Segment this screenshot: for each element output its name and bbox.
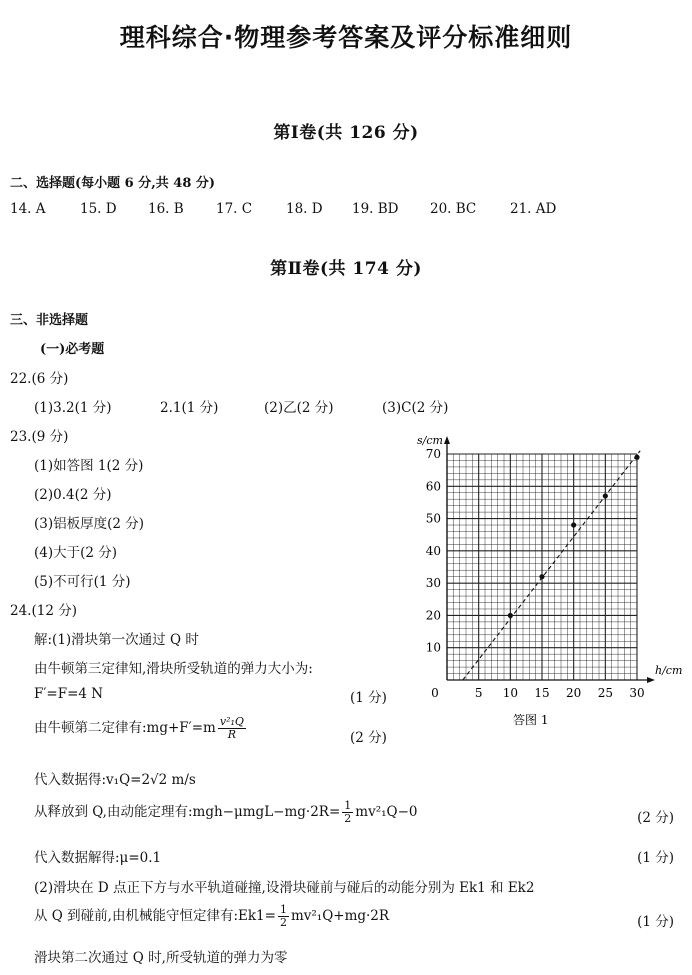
fit-line — [463, 451, 640, 680]
score-mark: (2 分) — [350, 730, 387, 746]
fraction — [342, 800, 353, 825]
x-tick-label: 0 — [431, 686, 439, 700]
data-point — [571, 522, 576, 527]
y-tick-label: 20 — [425, 608, 441, 623]
q23-answer: (1)如答图 1(2 分) — [34, 458, 144, 474]
data-point — [603, 493, 608, 498]
choice-answer: 20. BC — [430, 201, 477, 217]
x-tick-label: 10 — [502, 686, 518, 700]
x-tick-label: 15 — [534, 686, 550, 700]
q24-line: 由牛顿第三定律知,滑块所受轨道的弹力大小为: — [34, 661, 313, 677]
subsection-heading: (一)必考题 — [40, 342, 105, 357]
choice-answer: 17. C — [216, 201, 253, 217]
q24-heading: 24.(12 分) — [10, 603, 77, 619]
y-tick-label: 70 — [425, 447, 441, 461]
score-mark: (1 分) — [350, 690, 387, 706]
choice-answer: 21. AD — [510, 201, 557, 217]
q22-heading: 22.(6 分) — [10, 371, 69, 387]
fraction-denominator: R — [227, 728, 237, 741]
q23-answer: (5)不可行(1 分) — [34, 574, 131, 590]
fraction-numerator: 1 — [279, 903, 287, 916]
equation-text: 由牛顿第二定律有:mg+F′=m — [34, 720, 216, 736]
q24-line — [34, 800, 418, 825]
choice-answer: 18. D — [286, 201, 323, 217]
x-tick-label: 30 — [629, 686, 645, 700]
answer-figure-1-chart — [405, 428, 690, 728]
q24-line: 滑块第二次通过 Q 时,所受轨道的弹力为零 — [34, 950, 288, 966]
q23-heading: 23.(9 分) — [10, 429, 69, 445]
q24-line: 解:(1)滑块第一次通过 Q 时 — [34, 632, 199, 648]
x-axis-arrow — [647, 677, 655, 683]
choice-answer: 16. B — [148, 201, 184, 217]
q24-line — [34, 904, 389, 929]
q22-answer: 2.1(1 分) — [160, 400, 219, 416]
page-title: 理科综合·物理参考答案及评分标准细则 — [119, 23, 573, 52]
q23-answer: (3)铝板厚度(2 分) — [34, 516, 145, 532]
fraction-denominator: 2 — [344, 812, 352, 825]
choice-answer: 19. BD — [352, 201, 399, 217]
chart-caption: 答图 1 — [513, 713, 549, 727]
data-point — [634, 455, 639, 460]
x-tick-label: 25 — [597, 686, 613, 700]
chart-axes — [426, 436, 655, 700]
q22-answer: (2)乙(2 分) — [264, 400, 334, 416]
equation-text: mv²₁Q−0 — [355, 804, 418, 820]
data-point — [539, 574, 544, 579]
data-point — [508, 613, 513, 618]
q24-line — [34, 716, 248, 741]
x-tick-label: 20 — [566, 686, 582, 700]
q22-answer: (3)C(2 分) — [382, 400, 449, 416]
q24-line: 代入数据解得:μ=0.1 — [34, 850, 162, 866]
chart-grid — [447, 454, 637, 680]
score-mark: (2 分) — [637, 810, 674, 826]
volume-2-heading: 第Ⅱ卷(共 174 分) — [270, 259, 422, 279]
fraction — [278, 904, 289, 929]
x-tick-label: 5 — [474, 686, 483, 700]
q22-answer: (1)3.2(1 分) — [34, 400, 112, 416]
y-tick-label: 10 — [425, 640, 441, 655]
q23-answer: (2)0.4(2 分) — [34, 487, 112, 503]
score-mark: (1 分) — [637, 850, 674, 866]
choice-answer: 14. A — [10, 201, 46, 217]
equation-text: mv²₁Q+mg·2R — [290, 908, 390, 924]
y-tick-label: 50 — [425, 511, 441, 526]
y-tick-label: 30 — [425, 576, 441, 591]
y-tick-label: 60 — [425, 479, 441, 494]
q23-answer: (4)大于(2 分) — [34, 545, 118, 561]
q24-line: 代入数据得:v₁Q=2√2 m/s — [34, 772, 196, 788]
equation-text: 从 Q 到碰前,由机械能守恒定律有:Ek1= — [34, 908, 276, 924]
fraction-numerator: 1 — [344, 799, 352, 812]
section-nonchoice-heading: 三、非选择题 — [10, 313, 89, 328]
y-tick-label: 40 — [425, 543, 441, 558]
equation-text: 从释放到 Q,由动能定理有:mgh−μmgL−mg·2R= — [34, 804, 341, 820]
choice-answer: 15. D — [80, 201, 117, 217]
section-choice-heading: 二、选择题(每小题 6 分,共 48 分) — [10, 176, 216, 191]
q24-line: (2)滑块在 D 点正下方与水平轨道碰撞,设滑块碰前与碰后的动能分别为 Ek1 和 Ek2 — [34, 880, 535, 896]
fraction-numerator: v²₁Q — [219, 715, 244, 728]
volume-1-heading: 第Ⅰ卷(共 126 分) — [273, 123, 419, 143]
y-axis-label: s/cm — [417, 434, 443, 447]
fraction-denominator: 2 — [279, 916, 287, 929]
chart-marks — [463, 451, 640, 680]
fraction — [218, 716, 246, 741]
y-axis-arrow — [444, 436, 450, 444]
q24-line: F′=F=4 N — [34, 686, 104, 702]
score-mark: (1 分) — [637, 914, 674, 930]
x-axis-label: h/cm — [655, 664, 683, 677]
